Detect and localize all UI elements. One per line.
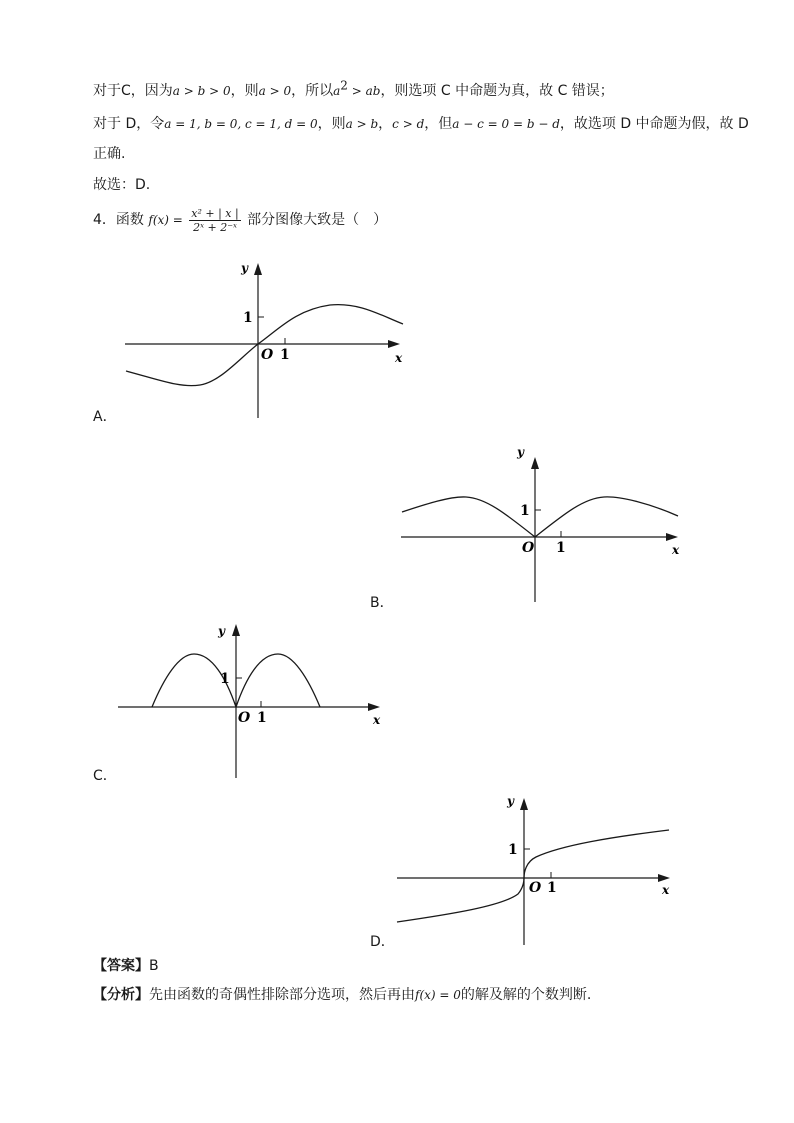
- option-label-d: D．: [370, 934, 395, 950]
- math: > ab: [347, 84, 381, 98]
- curve: [397, 830, 669, 922]
- origin-label: O: [529, 880, 542, 896]
- x-label: x: [373, 713, 381, 727]
- y-one-label: 1: [220, 671, 230, 687]
- math-exp: 2: [340, 78, 348, 93]
- analysis-math: f(x) = 0: [415, 988, 461, 1002]
- graph-b-svg: [396, 444, 686, 606]
- math: c > d: [392, 117, 425, 131]
- text: ，但: [424, 116, 453, 132]
- fraction-numerator: x² + | x |: [191, 206, 239, 220]
- fraction-denominator: 2ˣ + 2⁻ˣ: [193, 220, 237, 234]
- answer-line: [93, 957, 159, 975]
- graph-b: [396, 444, 686, 606]
- answer-value: B: [149, 958, 159, 974]
- text: 故选：D.: [93, 177, 151, 193]
- origin-label: O: [261, 347, 274, 363]
- question-number: 4．函数: [93, 212, 144, 228]
- y-arrow: [520, 798, 528, 810]
- text: ，因为: [130, 83, 173, 99]
- text: ，故选项 D 中命题为假，故 D: [559, 116, 749, 132]
- option-label-a: A．: [93, 409, 117, 425]
- graph-c: [114, 618, 394, 783]
- line-choose: [93, 176, 150, 194]
- x-label: x: [662, 883, 670, 897]
- curve: [402, 497, 678, 537]
- text: ，所以: [291, 83, 334, 99]
- x-one-label: 1: [257, 710, 267, 726]
- graph-d-svg: [392, 790, 682, 950]
- analysis-text: 的解及解的个数判断.: [460, 987, 592, 1003]
- graph-a-svg: [120, 258, 410, 420]
- text: ，: [378, 116, 393, 132]
- y-one-label: 1: [520, 503, 530, 519]
- math: a > b > 0: [172, 84, 231, 98]
- math: a = 1, b = 0, c = 1, d = 0: [164, 117, 318, 131]
- y-arrow: [531, 457, 539, 469]
- question-tail: 部分图像大致是（ ）: [247, 212, 388, 228]
- question-4: [93, 205, 387, 235]
- text: 对于: [93, 83, 121, 99]
- y-label: y: [218, 624, 225, 638]
- line-correct: [93, 145, 125, 163]
- analysis-line: [93, 986, 591, 1004]
- text: 对于 D，令: [93, 116, 165, 132]
- line-option-c: [93, 78, 614, 100]
- y-label: y: [241, 261, 248, 275]
- x-arrow: [658, 874, 670, 882]
- text: ，则: [317, 116, 346, 132]
- origin-label: O: [238, 710, 251, 726]
- line-option-d: [93, 115, 749, 133]
- analysis-text: 先由函数的奇偶性排除部分选项，然后再由: [149, 987, 415, 1003]
- y-one-label: 1: [243, 310, 253, 326]
- option-label-c: C．: [93, 768, 117, 784]
- text: C: [121, 83, 131, 99]
- y-arrow: [254, 263, 262, 275]
- graph-a: [120, 258, 410, 420]
- x-label: x: [672, 543, 680, 557]
- text: 正确.: [93, 146, 126, 162]
- graph-d: [392, 790, 682, 950]
- fraction: [189, 207, 240, 234]
- x-one-label: 1: [547, 880, 557, 896]
- analysis-tag: 【分析】: [93, 987, 149, 1003]
- y-one-label: 1: [508, 842, 518, 858]
- option-label-b: B．: [370, 595, 394, 611]
- math: a − c = 0 = b − d: [452, 117, 560, 131]
- math: a > 0: [258, 84, 292, 98]
- text: ，则选项 C 中命题为真，故 C 错误；: [380, 83, 614, 99]
- y-arrow: [232, 624, 240, 636]
- answer-tag: 【答案】: [93, 958, 149, 974]
- function-name: f(x) =: [148, 213, 183, 227]
- x-one-label: 1: [556, 540, 566, 556]
- x-label: x: [395, 351, 403, 365]
- graph-c-svg: [114, 618, 394, 783]
- text: ，则: [230, 83, 259, 99]
- origin-label: O: [522, 540, 535, 556]
- x-arrow: [368, 703, 380, 711]
- x-one-label: 1: [280, 347, 290, 363]
- y-label: y: [507, 794, 514, 808]
- x-arrow: [666, 533, 678, 541]
- x-arrow: [388, 340, 400, 348]
- math: a: [333, 84, 341, 98]
- curve: [126, 305, 403, 386]
- math: a > b: [345, 117, 379, 131]
- y-label: y: [517, 445, 524, 459]
